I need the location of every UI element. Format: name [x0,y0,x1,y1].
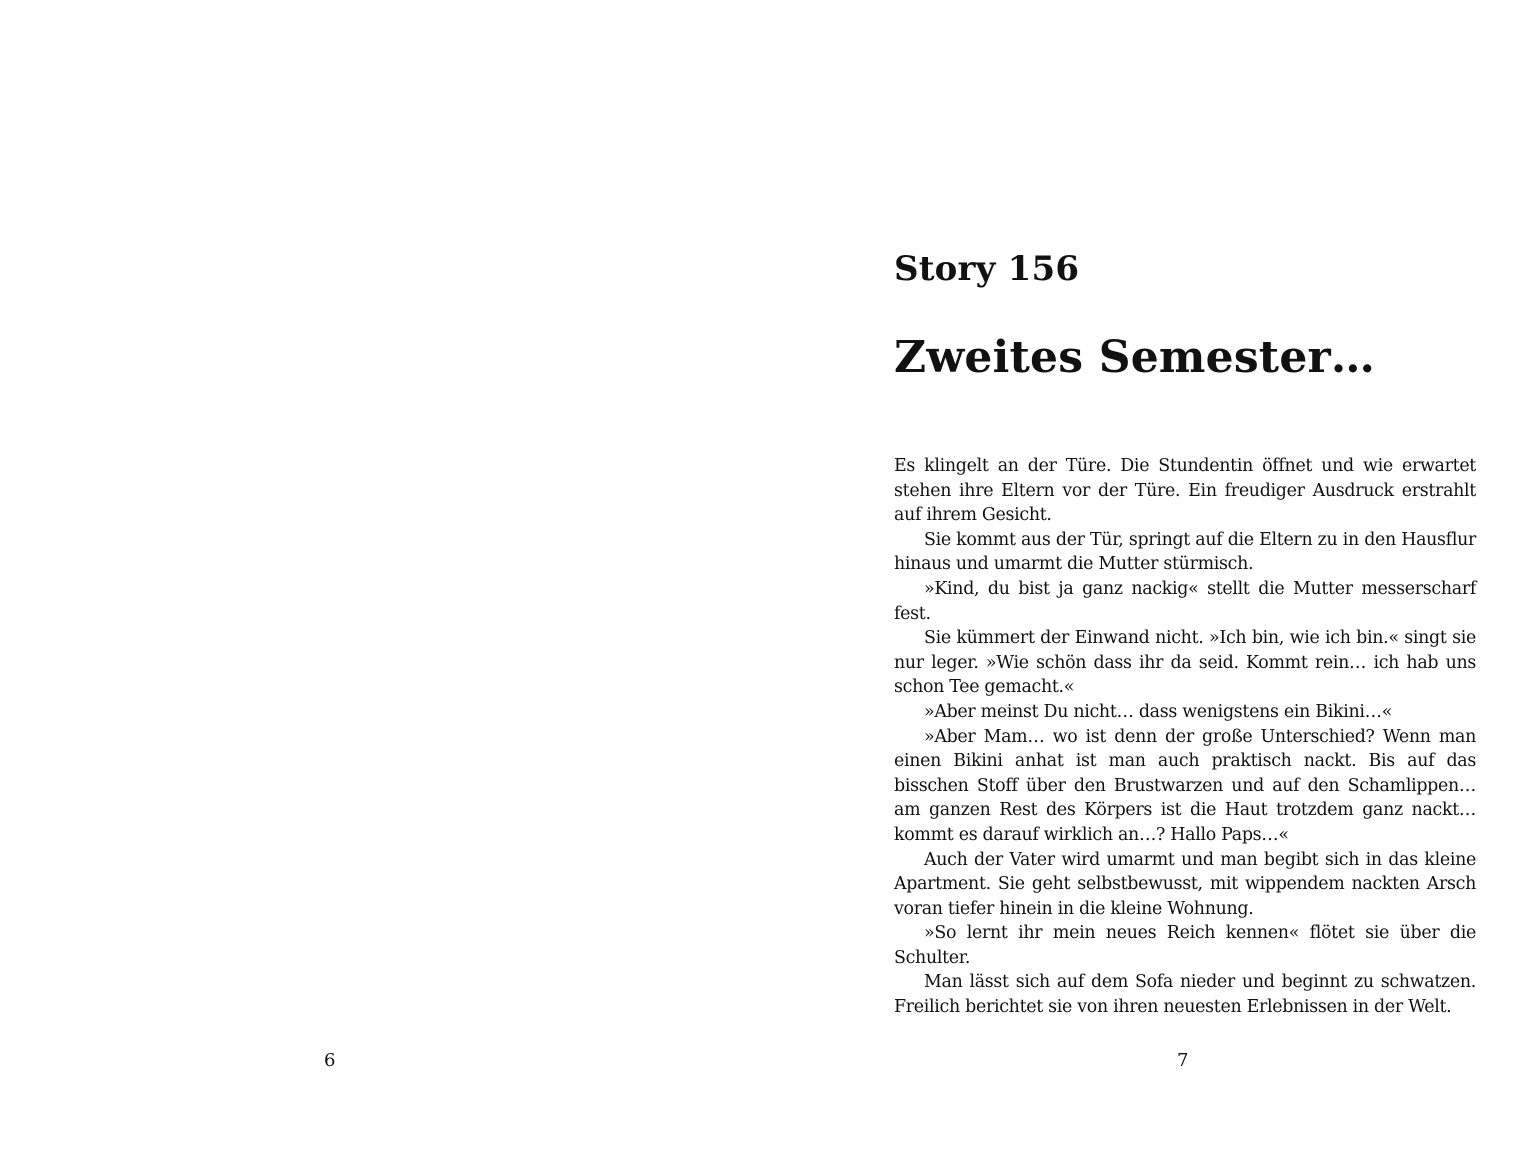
right-page [768,0,1536,1153]
paragraph: Man lässt sich auf dem Sofa nieder und beginnt zu schwatzen. Freilich berichtet sie von ihren neuesten Erlebnissen in der Welt. [894,972,1476,1018]
story-body [894,454,1476,1020]
paragraph: Sie kümmert der Einwand nicht. »Ich bin, wie ich bin.« singt sie nur leger. »Wie schön dass ihr da seid. Kommt rein… ich hab uns schon Tee gemacht.« [894,628,1476,698]
paragraph: »So lernt ihr mein neues Reich kennen« flötet sie über die Schulter. [894,923,1476,968]
story-title: Zweites Semester… [894,332,1376,383]
page-number-right: 7 [1177,1050,1189,1071]
paragraph: »Aber Mam… wo ist denn der große Unterschied? Wenn man einen Bikini anhat ist man auch praktisch nackt. Bis auf das bisschen Stoff über den Brustwarzen und auf den Schamlippen… am ganzen Rest des Körpers ist die Haut trotzdem ganz nackt… kommt es darauf wirklich an…? Hallo Paps…« [894,726,1476,845]
paragraph: Es klingelt an der Türe. Die Stundentin öffnet und wie erwartet stehen ihre Eltern vor der Türe. Ein freudiger Ausdruck erstrahlt auf ihrem Gesicht. [894,456,1476,526]
paragraph: »Aber meinst Du nicht… dass wenigstens ein Bikini…« [924,701,1393,722]
paragraph: Auch der Vater wird umarmt und man begibt sich in das kleine Apartment. Sie geht selbstbewusst, mit wippendem nackten Arsch voran tiefer hinein in die kleine Wohnung. [894,849,1476,919]
paragraph: »Kind, du bist ja ganz nackig« stellt die Mutter messerscharf fest. [894,578,1476,624]
paragraph: Sie kommt aus der Tür, springt auf die Eltern zu in den Hausflur hinaus und umarmt die Mutter stürmisch. [894,529,1476,575]
story-label: Story 156 [894,249,1080,289]
page-number-left: 6 [324,1050,336,1071]
